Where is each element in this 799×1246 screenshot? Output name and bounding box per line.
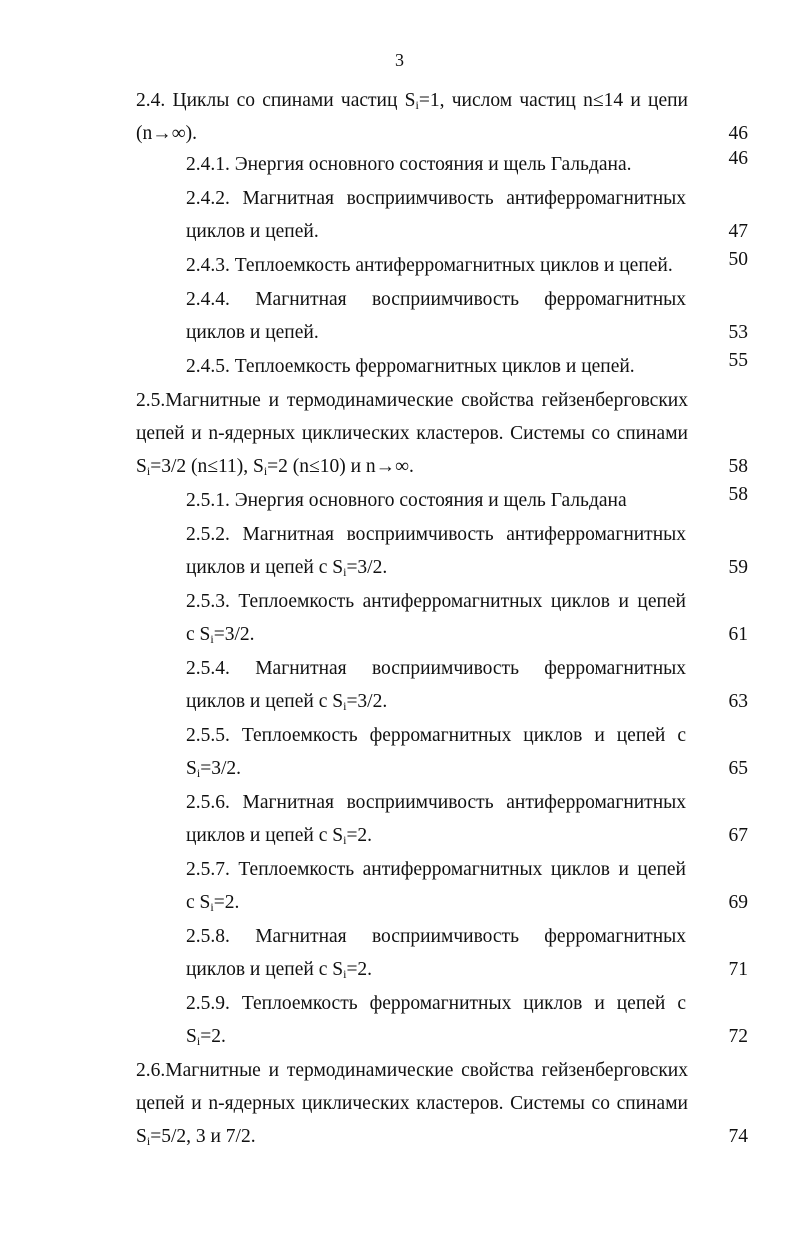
toc-page-number: 61 [728, 624, 748, 645]
toc-entry [186, 182, 686, 248]
toc-entry-text: циклов и цепей. [186, 221, 319, 242]
toc-entry-text: $S_i=3/2$ (n≤11), $S_i=2$ (n≤10) и n→∞. [136, 456, 414, 478]
toc-entry [186, 484, 686, 517]
toc-entry [186, 148, 686, 181]
toc-entry-text: циклов и цепей. [186, 322, 319, 343]
toc-entry [186, 853, 686, 919]
toc-entry-text: 2.5.3. Теплоемкость антиферромагнитных циклов и цепей [186, 591, 686, 612]
toc-page-number: 65 [728, 758, 748, 779]
toc-entry [186, 987, 686, 1053]
toc-entry-text: 2.4.1. Энергия основного состояния и щель Гальдана. [186, 154, 632, 175]
toc-entry-text: $S_i=3/2$. [186, 758, 241, 780]
toc-page-number: 58 [728, 484, 748, 505]
toc-entry [186, 719, 686, 785]
toc-entry-text: 2.6.Магнитные и термодинамические свойства гейзенберговских [136, 1060, 688, 1081]
toc-entry-text: 2.4.4. Магнитная восприимчивость ферромагнитных [186, 289, 686, 310]
toc-page-number: 46 [728, 148, 748, 169]
toc-entry [186, 652, 686, 718]
toc-entry-text: 2.4.5. Теплоемкость ферромагнитных циклов и цепей. [186, 356, 635, 377]
toc-page-number: 50 [728, 249, 748, 270]
toc-entry-text: с $S_i=3/2$. [186, 624, 255, 646]
toc-entry [136, 1054, 688, 1153]
toc-entry-text: 2.5.Магнитные и термодинамические свойства гейзенберговских [136, 390, 688, 411]
toc-entry-text: 2.5.6. Магнитная восприимчивость антиферромагнитных [186, 792, 686, 813]
toc-entry-text: с $S_i=2$. [186, 892, 240, 914]
toc-entry [186, 585, 686, 651]
toc-entry [186, 920, 686, 986]
toc-entry-text: 2.5.2. Магнитная восприимчивость антиферромагнитных [186, 524, 686, 545]
toc-entry-text: 2.4.2. Магнитная восприимчивость антиферромагнитных [186, 188, 686, 209]
toc-entry-text: 2.4.3. Теплоемкость антиферромагнитных циклов и цепей. [186, 255, 673, 276]
toc-entry [186, 350, 686, 383]
toc-entry-text: циклов и цепей с $S_i=2$. [186, 959, 373, 981]
toc-entry [136, 384, 688, 483]
toc-page-number: 46 [728, 123, 748, 144]
toc-entry-text: 2.5.7. Теплоемкость антиферромагнитных циклов и цепей [186, 859, 686, 880]
toc-entry-text: циклов и цепей с $S_i=3/2$. [186, 691, 388, 713]
toc-entry-text: цепей и n-ядерных циклических кластеров. Системы со спинами [136, 1093, 688, 1114]
toc-entry [186, 518, 686, 584]
toc-entry-text: $S_i=2$. [186, 1026, 226, 1048]
toc-entry [186, 283, 686, 349]
toc-page-number: 47 [728, 221, 748, 242]
toc-page-number: 72 [728, 1026, 748, 1047]
toc-page-number: 53 [728, 322, 748, 343]
toc-entry-text: цепей и n-ядерных циклических кластеров. Системы со спинами [136, 423, 688, 444]
toc-page-number: 63 [728, 691, 748, 712]
toc-page-number: 59 [728, 557, 748, 578]
toc-page-number: 55 [728, 350, 748, 371]
toc-entry-text: 2.5.1. Энергия основного состояния и щель Гальдана [186, 490, 627, 511]
toc-entry-text: циклов и цепей с $S_i=2$. [186, 825, 373, 847]
toc-entry [136, 84, 688, 150]
toc-page-number: 74 [728, 1126, 748, 1147]
toc-entry [186, 786, 686, 852]
toc-entry-text: 2.5.8. Магнитная восприимчивость ферромагнитных [186, 926, 686, 947]
toc-entry-text: $S_i=5/2$, 3 и 7/2. [136, 1126, 256, 1148]
toc-entry-text: 2.4. Циклы со спинами частиц $S_i=1$, числом частиц n≤14 и цепи [136, 90, 688, 112]
toc-entry-text: 2.5.4. Магнитная восприимчивость ферромагнитных [186, 658, 686, 679]
toc-page-number: 58 [728, 456, 748, 477]
toc-page-number: 69 [728, 892, 748, 913]
toc-entry-text: 2.5.5. Теплоемкость ферромагнитных циклов и цепей с [186, 725, 686, 746]
page-number: 3 [395, 50, 404, 70]
toc-page-number: 71 [728, 959, 748, 980]
toc-page-number: 67 [728, 825, 748, 846]
toc-entry-text: циклов и цепей с $S_i=3/2$. [186, 557, 388, 579]
toc-entry-text: 2.5.9. Теплоемкость ферромагнитных циклов и цепей с [186, 993, 686, 1014]
toc-entry-text: (n→∞). [136, 123, 198, 144]
toc-entry [186, 249, 686, 282]
